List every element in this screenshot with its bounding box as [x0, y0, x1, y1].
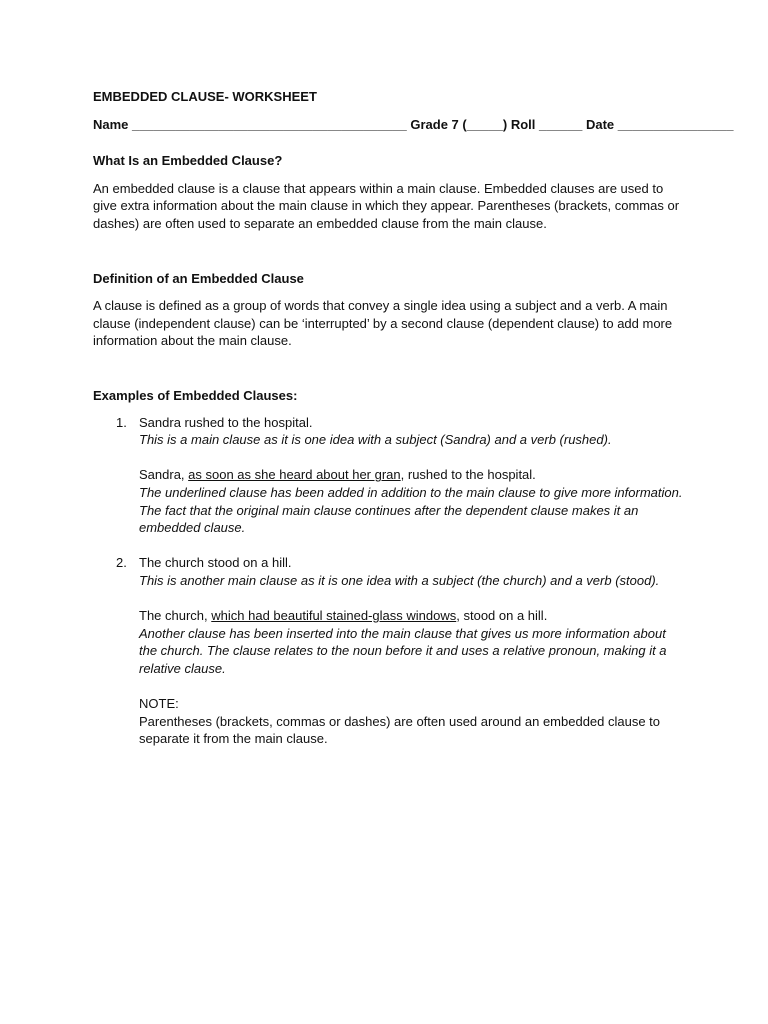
- spacer: [139, 449, 683, 467]
- embedded-sentence: [139, 607, 683, 625]
- example-explanation: This is a main clause as it is one idea with a subject (Sandra) and a verb (rushed).: [139, 432, 612, 448]
- example-sentence: Sandra rushed to the hospital.: [139, 414, 313, 430]
- worksheet-title: EMBEDDED CLAUSE- WORKSHEET: [93, 89, 317, 104]
- embedded-explanation: The underlined clause has been added in addition to the main clause to give more information. The fact that the original main clause continues after the dependent clause makes it an embedded clause.: [139, 484, 683, 536]
- embedded-clause-underlined: as soon as she heard about her gran: [188, 467, 401, 483]
- spacer: [139, 677, 683, 695]
- example-explanation: This is another main clause as it is one idea with a subject (the church) and a verb (stood).: [139, 572, 660, 588]
- section-heading-examples: Examples of Embedded Clauses:: [93, 387, 298, 403]
- name-grade-roll-date-line: Name ______________________________________ Grade 7 (_____) Roll ______ Date ________________: [93, 116, 734, 132]
- example-item: [93, 554, 683, 748]
- section-heading-what: What Is an Embedded Clause?: [93, 153, 283, 169]
- example-number: 1.: [116, 414, 127, 430]
- examples-list: [93, 414, 683, 748]
- embedded-sentence-start: The church,: [139, 608, 212, 624]
- section-heading-definition: Definition of an Embedded Clause: [93, 270, 304, 286]
- example-sentence: The church stood on a hill.: [139, 555, 292, 571]
- embedded-sentence: [139, 466, 683, 484]
- section-text-what: An embedded clause is a clause that appears within a main clause. Embedded clauses are used to give extra information about the main clause in which they appear. Parentheses (brackets, commas or dashes) are often used to separate an embedded clause from the main clause.: [93, 180, 680, 231]
- embedded-sentence-end: , rushed to the hospital.: [400, 467, 536, 483]
- embedded-sentence-start: Sandra,: [139, 467, 189, 483]
- worksheet-content: [93, 88, 734, 748]
- note-text: Parentheses (brackets, commas or dashes) are often used around an embedded clause to separate it from the main clause.: [139, 713, 661, 747]
- example-number: 2.: [116, 555, 127, 571]
- embedded-clause-underlined: which had beautiful stained-glass windows: [211, 608, 457, 624]
- spacer: [139, 589, 683, 607]
- embedded-explanation: Another clause has been inserted into the main clause that gives us more information about the church. The clause relates to the noun before it and uses a relative pronoun, making it a relative clause.: [139, 625, 667, 676]
- note-label: NOTE:: [139, 696, 179, 712]
- section-text-definition: A clause is defined as a group of words that convey a single idea using a subject and a verb. A main clause (independent clause) can be ‘interrupted’ by a second clause (dependent clause) to add more information about the main clause.: [93, 298, 673, 349]
- example-item: [93, 414, 683, 537]
- embedded-sentence-end: , stood on a hill.: [456, 608, 548, 624]
